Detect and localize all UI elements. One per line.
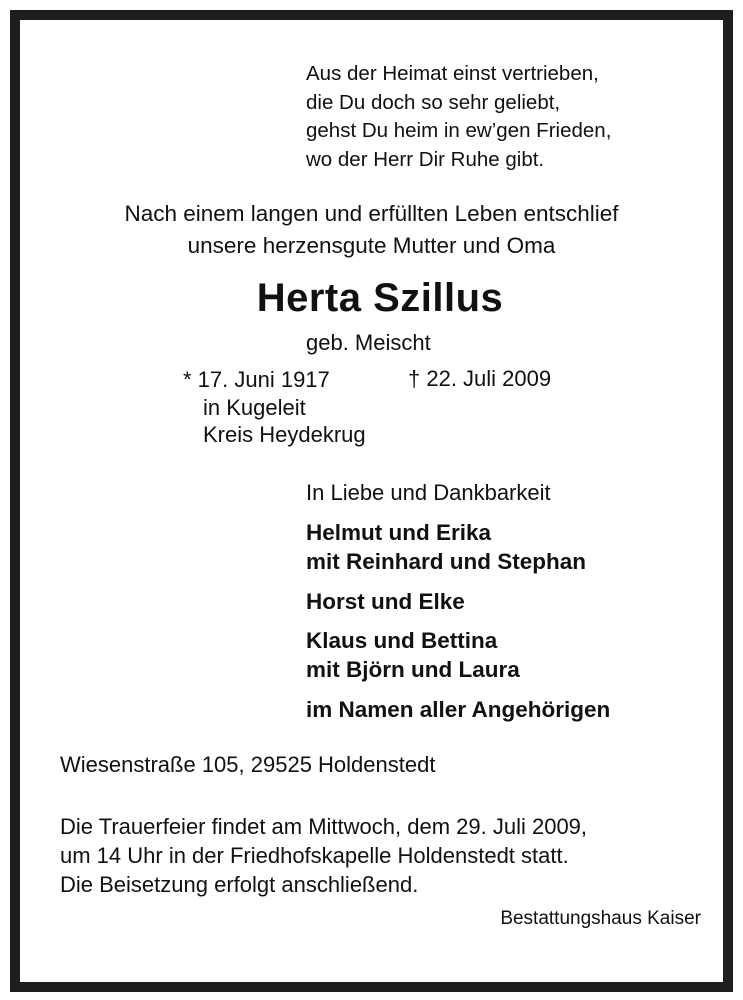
funeral-details [60, 812, 587, 899]
birth-district: Kreis Heydekrug [203, 422, 366, 447]
mourner-line: Klaus und Bettina [306, 628, 498, 653]
intro-line: Nach einem langen und erfüllten Leben entschlief [124, 201, 619, 226]
poem-line: gehst Du heim in ew’gen Frieden, [306, 119, 612, 142]
funeral-line: um 14 Uhr in der Friedhofskapelle Holdenstedt statt. [60, 843, 569, 868]
mourner-line: Horst und Elke [306, 589, 465, 614]
poem-line: Aus der Heimat einst vertrieben, [306, 62, 599, 85]
memorial-poem [306, 60, 611, 174]
funeral-home: Bestattungshaus Kaiser [500, 908, 701, 929]
mourner-group [306, 626, 520, 684]
funeral-line: Die Trauerfeier findet am Mittwoch, dem 29. Juli 2009, [60, 814, 588, 839]
announcement-intro [0, 198, 743, 262]
mourner-line: mit Björn und Laura [306, 657, 520, 682]
birth-info [183, 366, 366, 449]
birth-date: * 17. Juni 1917 [183, 367, 330, 392]
birth-place: in Kugeleit [203, 394, 306, 420]
mourner-line: mit Reinhard und Stephan [306, 549, 587, 574]
mourner-line: Helmut und Erika [306, 520, 492, 545]
family-address: Wiesenstraße 105, 29525 Holdenstedt [60, 752, 436, 777]
maiden-name: geb. Meischt [306, 330, 431, 355]
mourner-line: im Namen aller Angehörigen [306, 697, 611, 722]
poem-line: die Du doch so sehr geliebt, [306, 90, 561, 114]
funeral-line: Die Beisetzung erfolgt anschließend. [60, 872, 419, 897]
mourner-group [306, 587, 465, 616]
poem-line: wo der Herr Dir Ruhe gibt. [306, 147, 545, 171]
mourner-group [306, 518, 586, 576]
deceased-name: Herta Szillus [256, 276, 504, 320]
mourner-group [306, 695, 610, 724]
intro-line: unsere herzensgute Mutter und Oma [187, 233, 556, 258]
mourners-heading: In Liebe und Dankbarkeit [306, 480, 551, 505]
death-date: † 22. Juli 2009 [408, 366, 552, 391]
